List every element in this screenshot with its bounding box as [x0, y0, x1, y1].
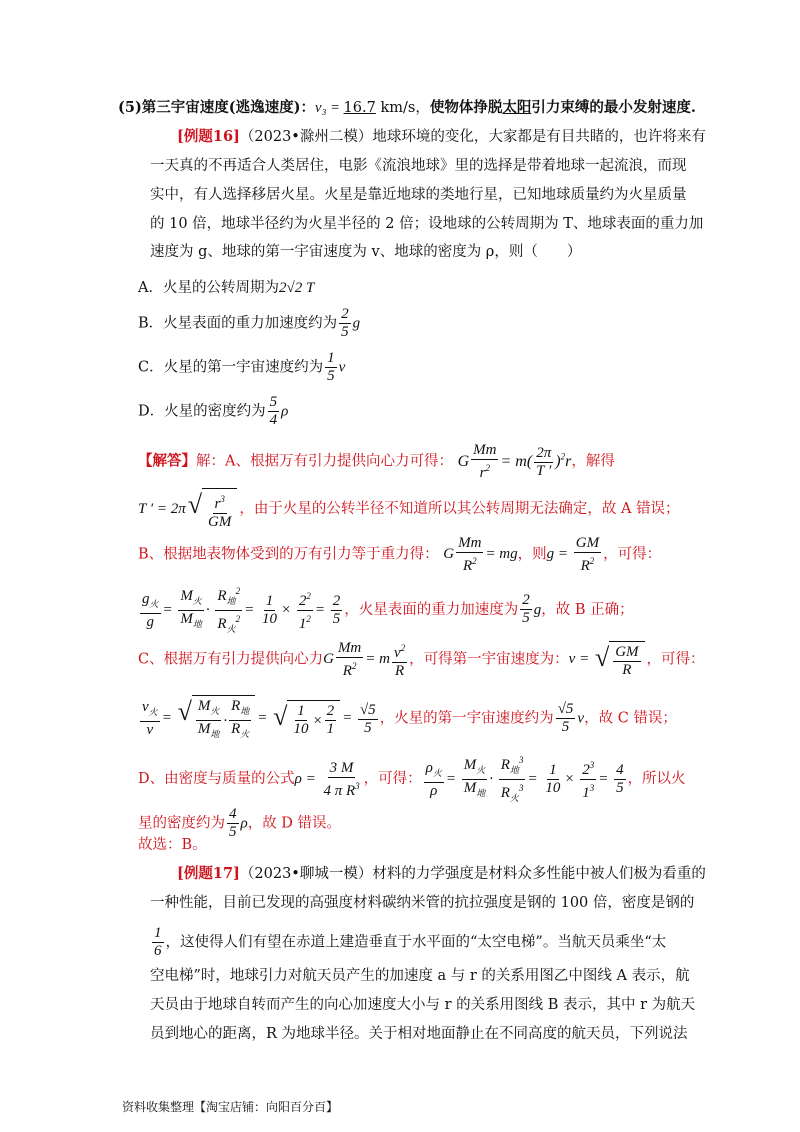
answer-choice: 故选：B。 — [138, 837, 207, 853]
ex17-line-4: 空电梯”时，地球引力对航天员产生的加速度 a 与 r 的关系用图乙中图线 A 表示，航 — [150, 968, 690, 984]
eq-density-ratio: $\rho_火$ ρ = $M_火$ $M_地$ · $R_地^3$ $R_火^3$ = $\frac{1}{10}$ × $\frac{2^3}{1^3}$ = $\frac{4}{5}$ — [422, 771, 628, 787]
eq-g: g = $\frac{GM}{R^2}$ — [546, 535, 600, 574]
ex17-line-2: 一种性能，目前已发现的高强度材料碳纳米管的抗拉强度是钢的 100 倍，密度是钢的 — [150, 895, 695, 911]
answer-line-b2: $g_火$ g = $M_火$ $M_地$ · $R_地^2$ $R_火^2$ = $\frac{1}{10}$ × $\frac{2^2}{1^2}$ = $\frac{2}{5}$ ，火星表面的重力加速度为 $\frac{2}{5}$ g，故 B 正确； — [138, 583, 634, 638]
page-footer: 资料收集整理【淘宝店铺：向阳百分百】 — [122, 1100, 339, 1114]
intro-value: 16.7 — [343, 100, 376, 116]
ex16-line-5: 速度为 g、地球的第一宇宙速度为 v、地球的密度为 ρ，则（ ） — [150, 244, 582, 260]
ex16-line-3: 实中，有人选择移居火星。火星是靠近地球的类地行星，已知地球质量约为火星质量 — [150, 187, 687, 203]
ex16-source: （2023•滁州二模） — [239, 129, 373, 145]
ex17-source: （2023•聊城一模） — [239, 866, 373, 882]
ex17-fraction: $\frac{1}{6}$ — [154, 925, 162, 959]
option-a-math: 2√2 T — [278, 280, 315, 296]
ex17-tag: [例题17] — [177, 865, 240, 882]
answer-line-b1: B、根据地表物体受到的万有引力等于重力得： G $\frac{Mm}{R^2}$ = mg，则g = $\frac{GM}{R^2}$ ，可得： — [138, 535, 662, 574]
answer-line-a2: T ′ = 2π √ $r^3$ GM ，由于火星的公转半径不知道所以其公转周期无法确定，故 A 错误； — [138, 490, 680, 530]
option-c: C．火星的第一宇宙速度约为 $\frac{1}{5}$ v — [138, 350, 346, 384]
eq-gravity: G $\frac{Mm}{R^2}$ = mg — [443, 535, 518, 574]
eq-period: T ′ = 2π √ $r^3$ GM — [138, 501, 239, 517]
intro-var: v₃ = — [315, 100, 344, 116]
intro-line: (5)第三宇宙速度(逃逸速度)：v₃ = 16.7 km/s，使物体挣脱太阳引力束缚的最小发射速度. — [118, 99, 696, 116]
eq-v-ratio: $v_火$ v = √ $M_火$ $M_地$ · $R_地$ $R_火$ = √ 1 10 × 2 1 = $\frac{√5}{5}$ — [138, 710, 380, 726]
ex17-line-3: $\frac{1}{6}$ ，这使得人们有望在赤道上建造垂直于水平面的“太空电梯”。当航天员乘坐“太 — [154, 925, 667, 959]
option-c-fraction: $\frac{1}{5}$ — [327, 350, 335, 384]
intro-unit: km/s， — [375, 100, 430, 116]
ex17-line-6: 员到地心的距离，R 为地球半径。关于相对地面静止在不同高度的航天员，下列说法 — [150, 1026, 688, 1042]
intro-prefix: (5)第三宇宙速度(逃逸速度)： — [118, 99, 316, 116]
eq-v: v = √ GM R — [569, 651, 647, 667]
ex17-line-5: 天员由于地球自转而产生的向心加速度大小与 r 的关系用图线 B 表示，其中 r 为航天 — [150, 997, 696, 1013]
eq-density: ρ = $\frac{3 M}{4 \pi R^3}$ — [294, 759, 360, 799]
option-b: B．火星表面的重力加速度约为 $\frac{2}{5}$ g — [138, 306, 361, 340]
answer-line-c2: $v_火$ v = √ $M_火$ $M_地$ · $R_地$ $R_火$ = √ 1 10 × 2 1 = $\frac{√5}{5}$ ，火星的第一宇宙速度约为 $\frac{√5}{5}$ v，故 C 错误； — [138, 695, 677, 743]
option-d-fraction: $\frac{5}{4}$ — [269, 394, 278, 428]
eq-circular: G $\frac{Mm}{R^2}$ = m $\frac{v^2}{R}$ — [323, 640, 406, 679]
answer-line-d1: D、由密度与质量的公式ρ = $\frac{3 M}{4 \pi R^3}$ ，可得： $\rho_火$ ρ = $M_火$ $M_地$ · $R_地^3$ $R_火^3$ = $\frac{1}{10}$ × $\frac{2^3}{1^3}$ = $\frac{4}{5}$ ，所以火 — [138, 752, 686, 807]
eq-g-ratio: $g_火$ g = $M_火$ $M_地$ · $R_地^2$ $R_火^2$ = $\frac{1}{10}$ × $\frac{2^2}{1^2}$ = $\frac{2}{5}$ — [138, 602, 344, 618]
option-a: A．火星的公转周期为2√2 T — [138, 280, 315, 296]
ex16-line-1: [例题16]（2023•滁州二模）地球环境的变化，大家都是有目共睹的，也许将来有 — [177, 128, 706, 145]
answer-line-d2: 星的密度约为 $\frac{4}{5}$ ρ，故 D 错误。 — [138, 806, 342, 840]
ex16-line-2: 一天真的不再适合人类居住，电影《流浪地球》里的选择是带着地球一起流浪，而现 — [150, 158, 687, 174]
option-b-fraction: $\frac{2}{5}$ — [341, 306, 349, 340]
answer-tag: 【解答】 — [138, 452, 196, 470]
ex17-line-1: [例题17]（2023•聊城一模）材料的力学强度是材料众多性能中被人们极为看重的 — [177, 865, 706, 882]
eq-centripetal: G $\frac{Mm}{r^2}$ = m( $\frac{2\pi}{T '}$ )$^2$r — [457, 442, 572, 481]
ex16-tag: [例题16] — [177, 128, 240, 145]
option-d: D．火星的密度约为 $\frac{5}{4}$ ρ — [138, 394, 289, 428]
answer-line-c1: C、根据万有引力提供向心力G $\frac{Mm}{R^2}$ = m $\frac{v^2}{R}$ ，可得第一宇宙速度为：v = √ GM R ，可得： — [138, 640, 705, 679]
answer-line-a1: 【解答】解：A、根据万有引力提供向心力可得： G $\frac{Mm}{r^2}$ = m( $\frac{2\pi}{T '}$ )$^2$r，解得 — [138, 442, 615, 481]
ex16-line-4: 的 10 倍，地球半径约为火星半径的 2 倍；设地球的公转周期为 T、地球表面的重力加 — [150, 216, 704, 232]
